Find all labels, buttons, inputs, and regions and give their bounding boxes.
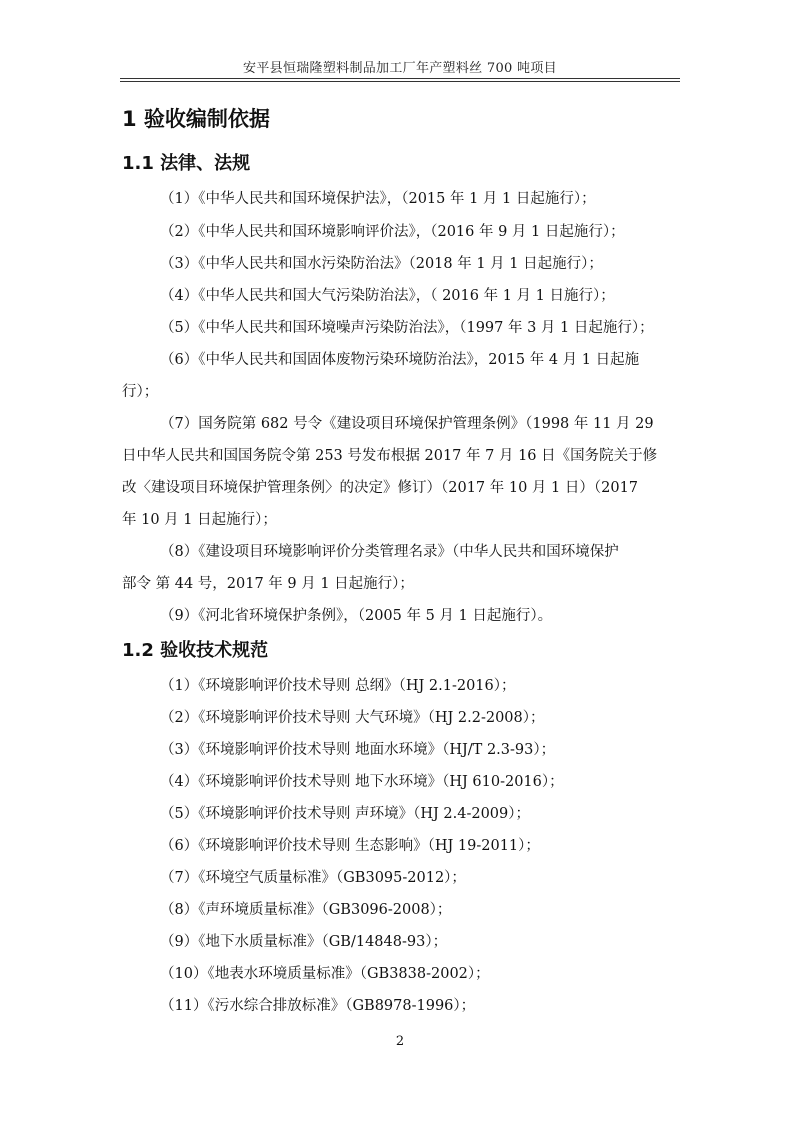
law-item-continued: 日中华人民共和国国务院令第 253 号发布根据 2017 年 7 月 16 日《国务院关于修 (122, 448, 658, 464)
section-title-tech-specs: 1.2 验收技术规范 (122, 640, 269, 661)
spec-item: （5）《环境影响评价技术导则 声环境》（HJ 2.4-2009）； (160, 806, 531, 822)
law-item: （3）《中华人民共和国水污染防治法》（2018 年 1 月 1 日起施行）； (160, 256, 603, 272)
chapter-title: 1 验收编制依据 (122, 107, 270, 131)
spec-item: （7）《环境空气质量标准》（GB3095-2012）； (160, 870, 466, 886)
law-item: （5）《中华人民共和国环境噪声污染防治法》，（1997 年 3 月 1 日起施行）； (160, 320, 654, 336)
law-item: （2）《中华人民共和国环境影响评价法》，（2016 年 9 月 1 日起施行）； (160, 224, 625, 240)
spec-item: （8）《声环境质量标准》（GB3096-2008）； (160, 902, 452, 918)
spec-item: （2）《环境影响评价技术导则 大气环境》（HJ 2.2-2008）； (160, 710, 545, 726)
section-title-laws: 1.1 法律、法规 (122, 153, 251, 174)
spec-item: （11）《污水综合排放标准》（GB8978-1996）； (160, 998, 476, 1014)
spec-item: （3）《环境影响评价技术导则 地面水环境》（HJ/T 2.3-93）； (160, 742, 556, 758)
law-item-continued: 年 10 月 1 日起施行）； (122, 512, 277, 528)
law-item-continued: 行）； (122, 384, 159, 400)
page-header: 安平县恒瑞隆塑料制品加工厂年产塑料丝 700 吨项目 (243, 61, 557, 76)
spec-item: （9）《地下水质量标准》（GB/14848-93）； (160, 934, 448, 950)
spec-item: （10）《地表水环境质量标准》（GB3838-2002）； (160, 966, 490, 982)
law-item-continued: 改〈建设项目环境保护管理条例〉的决定》修订）（2017 年 10 月 1 日）（2017 (122, 480, 639, 496)
law-item: （9）《河北省环境保护条例》，（2005 年 5 月 1 日起施行）。 (160, 608, 553, 624)
spec-item: （6）《环境影响评价技术导则 生态影响》（HJ 19-2011）； (160, 838, 540, 854)
spec-item: （4）《环境影响评价技术导则 地下水环境》（HJ 610-2016）； (160, 774, 564, 790)
law-item-continued: 部令 第 44 号，2017 年 9 月 1 日起施行）； (122, 576, 414, 592)
law-item: （7）国务院第 682 号令《建设项目环境保护管理条例》（1998 年 11 月 29 (160, 416, 654, 432)
page-number: 2 (395, 1034, 405, 1049)
law-item: （4）《中华人民共和国大气污染防治法》，（ 2016 年 1 月 1 日施行）； (160, 288, 615, 304)
law-item: （6）《中华人民共和国固体废物污染环境防治法》，2015 年 4 月 1 日起施 (160, 352, 640, 368)
law-item: （8）《建设项目环境影响评价分类管理名录》（中华人民共和国环境保护 (160, 544, 619, 560)
law-item: （1）《中华人民共和国环境保护法》，（2015 年 1 月 1 日起施行）； (160, 191, 596, 207)
header-rule (120, 78, 680, 82)
spec-item: （1）《环境影响评价技术导则 总纲》（HJ 2.1-2016）； (160, 678, 516, 694)
